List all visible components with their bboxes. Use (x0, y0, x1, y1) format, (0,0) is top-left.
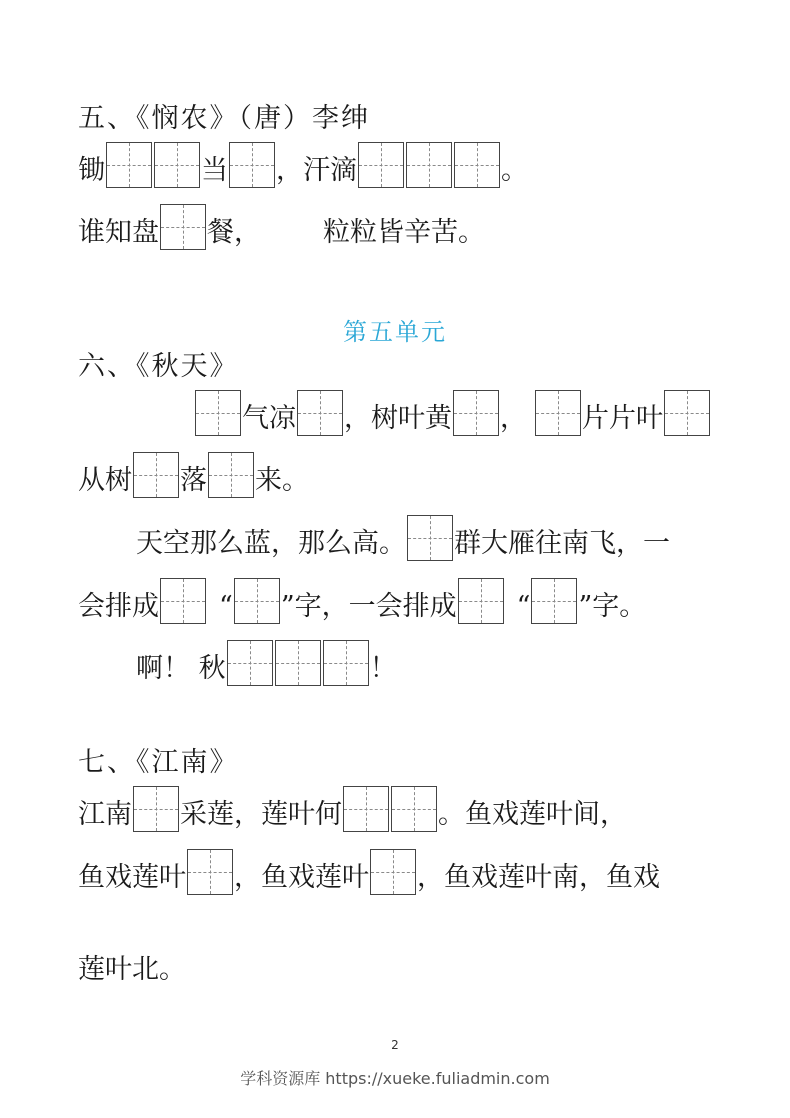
answer-box[interactable] (535, 390, 581, 436)
answer-box[interactable] (160, 204, 206, 250)
text: ， (500, 403, 527, 434)
text: “ (219, 591, 233, 622)
poem6-line4 (78, 578, 646, 624)
poem6-line3 (136, 515, 670, 561)
text: 天空那么蓝，那么高。 (136, 528, 406, 559)
poem5-line2 (78, 204, 485, 250)
text: ”字。 (578, 591, 647, 622)
text: ，鱼戏莲叶南，鱼戏 (417, 862, 660, 893)
answer-box[interactable] (229, 142, 275, 188)
answer-box[interactable] (160, 578, 206, 624)
answer-box[interactable] (227, 640, 273, 686)
poem7-heading-line (78, 748, 239, 780)
unit-title: 第五单元 (343, 318, 447, 346)
answer-box[interactable] (106, 142, 152, 188)
page-number: 2 (391, 1038, 399, 1052)
text: 锄 (78, 155, 105, 186)
answer-box[interactable] (323, 640, 369, 686)
text: 餐， (207, 217, 261, 248)
answer-box[interactable] (154, 142, 200, 188)
answer-box[interactable] (664, 390, 710, 436)
answer-box[interactable] (133, 786, 179, 832)
answer-box[interactable] (133, 452, 179, 498)
text: 。鱼戏莲叶间， (438, 799, 627, 830)
poem7-line1 (78, 786, 627, 832)
poem6-line2 (78, 452, 309, 498)
text: ，树叶黄 (344, 403, 452, 434)
poem6-line5 (136, 640, 397, 686)
poem7-heading: 七、《江南》 (78, 747, 239, 778)
answer-box[interactable] (406, 142, 452, 188)
text: 当 (201, 155, 228, 186)
answer-box[interactable] (343, 786, 389, 832)
text: ”字，一会排成 (280, 591, 457, 622)
answer-box[interactable] (407, 515, 453, 561)
poem5-line1 (78, 142, 528, 188)
text: 采莲，莲叶何 (180, 799, 342, 830)
answer-box[interactable] (297, 390, 343, 436)
answer-box[interactable] (208, 452, 254, 498)
text: 落 (180, 465, 207, 496)
answer-box[interactable] (358, 142, 404, 188)
text: 鱼戏莲叶 (78, 862, 186, 893)
answer-box[interactable] (195, 390, 241, 436)
text: 江南 (78, 799, 132, 830)
answer-box[interactable] (187, 849, 233, 895)
text: 粒粒皆辛苦。 (323, 217, 485, 248)
answer-box[interactable] (531, 578, 577, 624)
text: 谁知盘 (78, 217, 159, 248)
answer-box[interactable] (453, 390, 499, 436)
answer-box[interactable] (458, 578, 504, 624)
text: 气凉 (242, 403, 296, 434)
text: 啊！ 秋 (136, 653, 226, 684)
text: 。 (501, 155, 528, 186)
poem7-line2 (78, 849, 660, 895)
text: 莲叶北。 (78, 954, 186, 985)
text: ！ (369, 653, 397, 684)
text: 群大雁往南飞，一 (454, 528, 670, 559)
poem6-heading-line (78, 352, 239, 384)
answer-box[interactable] (275, 640, 321, 686)
text: ，汗滴 (276, 155, 357, 186)
poem5-heading: 五、《悯农》（唐）李绅 (78, 103, 370, 134)
answer-box[interactable] (234, 578, 280, 624)
text: “ (516, 591, 531, 622)
text: 从树 (78, 465, 132, 496)
text: 片片叶 (582, 403, 663, 434)
answer-box[interactable] (454, 142, 500, 188)
answer-box[interactable] (391, 786, 437, 832)
text: ，鱼戏莲叶 (234, 862, 369, 893)
footer-source: 学科资源库 https://xueke.fuliadmin.com (240, 1069, 550, 1088)
text: 会排成 (78, 591, 159, 622)
poem7-line3 (78, 955, 186, 987)
answer-box[interactable] (370, 849, 416, 895)
text: 来。 (255, 465, 309, 496)
poem5-heading-line (78, 104, 370, 136)
poem6-heading: 六、《秋天》 (78, 351, 239, 382)
poem6-line1 (194, 390, 711, 436)
